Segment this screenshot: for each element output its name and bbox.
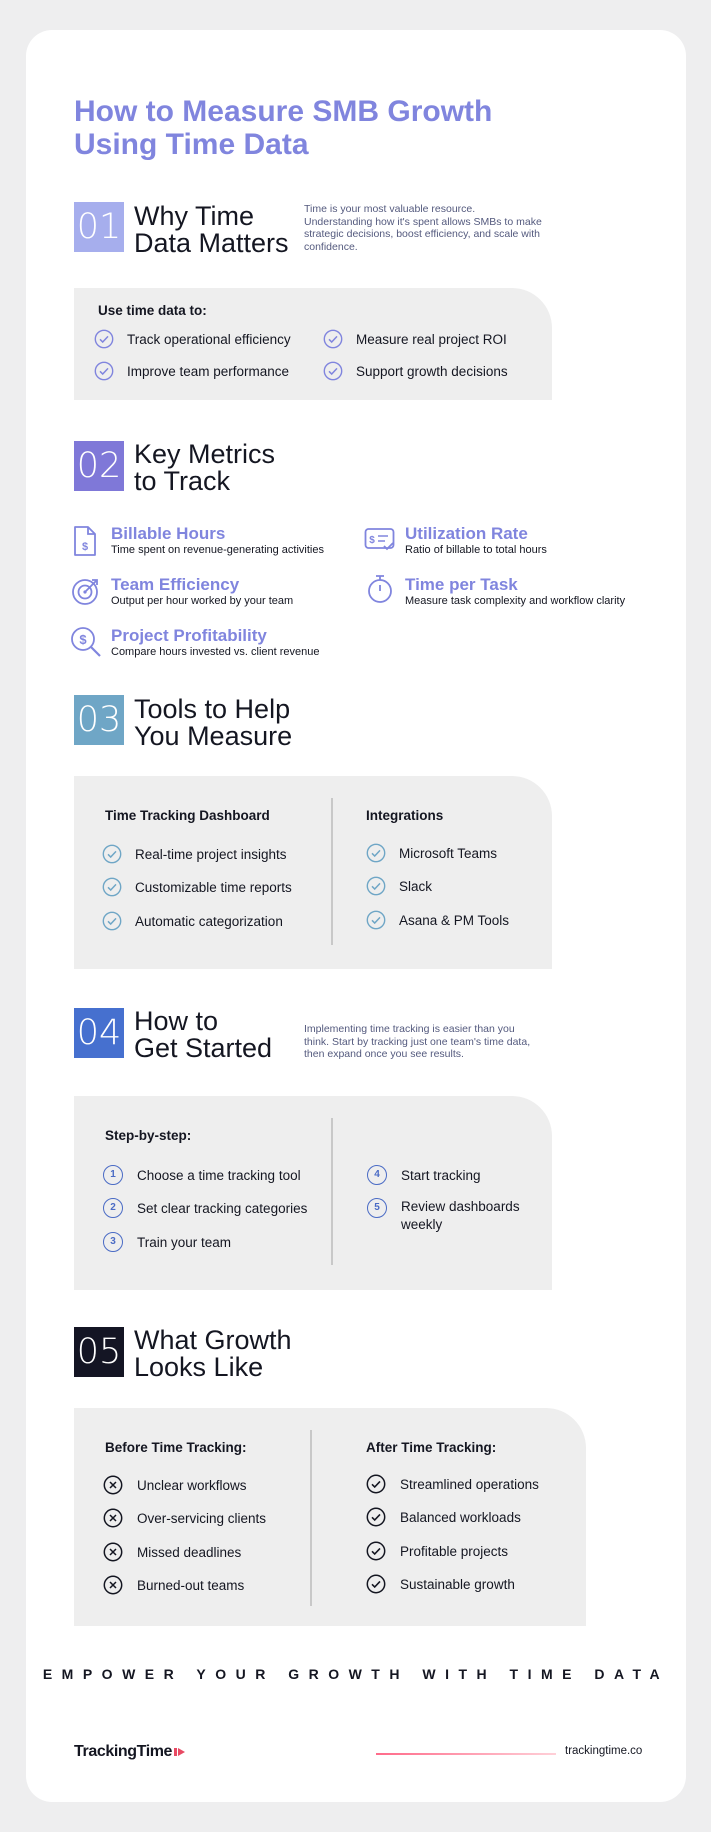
check-circle-icon — [366, 1507, 386, 1527]
check-circle-icon — [102, 877, 122, 897]
svg-text:$: $ — [369, 535, 375, 546]
growth-comparison-panel — [74, 1408, 586, 1626]
stopwatch-icon — [366, 573, 394, 605]
section-title-03 — [134, 696, 292, 750]
step-label: Review dashboards weekly — [401, 1199, 520, 1232]
before-item — [103, 1508, 266, 1528]
tools-panel — [74, 776, 552, 969]
after-item — [366, 1474, 539, 1494]
section-title-04 — [134, 1008, 272, 1062]
step-item — [367, 1198, 531, 1234]
after-item — [366, 1541, 508, 1561]
target-arrow-icon — [71, 576, 101, 606]
section-title-01-line1: Why Time — [134, 201, 255, 231]
section-title-04-line1: How to — [134, 1006, 219, 1036]
metric-project-profitability — [111, 627, 320, 659]
section-number-01: 01 — [74, 202, 124, 252]
panel-divider — [331, 1118, 333, 1265]
section-title-02-line1: Key Metrics — [134, 439, 276, 469]
section-number-04: 04 — [74, 1008, 124, 1058]
step-number-badge: 4 — [367, 1165, 387, 1185]
list-item-label: Automatic categorization — [135, 913, 283, 929]
list-item — [102, 844, 287, 864]
after-item-label: Balanced workloads — [400, 1509, 521, 1525]
section-title-03-line2: You Measure — [134, 721, 293, 751]
step-number-badge: 1 — [103, 1165, 123, 1185]
check-circle-icon — [94, 361, 114, 381]
metric-description: Output per hour worked by your team — [111, 595, 294, 607]
list-item — [323, 361, 508, 381]
section-number-02: 02 — [74, 441, 124, 491]
metric-description: Measure task complexity and workflow clarity — [405, 595, 626, 607]
metric-title: Team Efficiency — [111, 575, 240, 594]
metric-title: Utilization Rate — [405, 524, 528, 543]
logo-wordmark: TrackingTime — [74, 1743, 173, 1760]
page-title: How to Measure SMB Growth Using Time Data — [74, 95, 493, 161]
section-blurb-04: Implementing time tracking is easier than you think. Start by tracking just one team's time data, then expand once you see results. — [304, 1023, 531, 1060]
check-circle-icon — [94, 329, 114, 349]
check-circle-icon — [366, 1541, 386, 1561]
list-item — [323, 329, 507, 349]
integrations-heading: Integrations — [366, 808, 444, 823]
metric-time-per-task — [405, 576, 625, 608]
section-title-01 — [134, 203, 289, 257]
footer-tagline: EMPOWER YOUR GROWTH WITH TIME DATA — [42, 1666, 670, 1682]
trackingtime-logo — [74, 1743, 186, 1761]
svg-text:$: $ — [79, 632, 87, 647]
section-title-05 — [134, 1327, 292, 1381]
panel-divider — [310, 1430, 312, 1606]
metric-title: Project Profitability — [111, 626, 267, 645]
metric-description: Time spent on revenue-generating activities — [111, 544, 324, 556]
before-item-label: Over-servicing clients — [137, 1510, 267, 1526]
section-title-05-line1: What Growth — [134, 1325, 292, 1355]
before-item-label: Burned-out teams — [137, 1577, 245, 1593]
list-item — [366, 843, 497, 863]
after-heading: After Time Tracking: — [366, 1440, 497, 1455]
check-circle-icon — [366, 910, 386, 930]
before-heading: Before Time Tracking: — [105, 1440, 247, 1455]
list-item-label: Track operational efficiency — [127, 331, 291, 347]
after-item — [366, 1574, 515, 1594]
footer-divider-line — [376, 1753, 556, 1755]
check-circle-icon — [366, 843, 386, 863]
section-number-05: 05 — [74, 1327, 124, 1377]
metric-team-efficiency — [111, 576, 293, 608]
check-circle-icon — [102, 844, 122, 864]
dashboard-heading: Time Tracking Dashboard — [105, 808, 270, 823]
list-item-label: Measure real project ROI — [356, 331, 507, 347]
step-label: Set clear tracking categories — [137, 1200, 308, 1216]
list-item — [102, 877, 292, 897]
step-item — [103, 1232, 231, 1252]
list-item — [366, 910, 509, 930]
footer-url-link[interactable]: trackingtime.co — [565, 1745, 643, 1757]
check-circle-icon — [323, 361, 343, 381]
metric-billable-hours — [111, 525, 324, 557]
panel-heading: Use time data to: — [98, 303, 207, 318]
panel-heading: Step-by-step: — [105, 1128, 192, 1143]
section-title-05-line2: Looks Like — [134, 1352, 264, 1382]
check-signature-icon — [364, 527, 396, 553]
step-by-step-panel — [74, 1096, 552, 1290]
check-circle-icon — [366, 1574, 386, 1594]
list-item — [102, 911, 283, 931]
after-item-label: Streamlined operations — [400, 1476, 539, 1492]
dollar-magnifier-icon — [70, 626, 102, 658]
step-label: Start tracking — [401, 1167, 481, 1183]
metric-title: Billable Hours — [111, 524, 226, 543]
metric-description: Ratio of billable to total hours — [405, 544, 547, 556]
section-title-03-line1: Tools to Help — [134, 694, 291, 724]
metric-utilization-rate — [405, 525, 547, 557]
step-label: Train your team — [137, 1234, 232, 1250]
check-circle-icon — [366, 1474, 386, 1494]
section-title-01-line2: Data Matters — [134, 228, 289, 258]
list-item — [366, 876, 432, 896]
after-item — [366, 1507, 521, 1527]
check-circle-icon — [102, 911, 122, 931]
panel-divider — [331, 798, 333, 945]
list-item-label: Customizable time reports — [135, 879, 292, 895]
step-number-badge: 2 — [103, 1198, 123, 1218]
before-item-label: Missed deadlines — [137, 1544, 242, 1560]
section-title-04-line2: Get Started — [134, 1033, 273, 1063]
x-circle-icon — [103, 1575, 123, 1595]
use-time-data-panel — [74, 288, 552, 400]
list-item-label: Real-time project insights — [135, 846, 287, 862]
metric-description: Compare hours invested vs. client revenue — [111, 646, 320, 658]
list-item-label: Improve team performance — [127, 363, 290, 379]
metric-title: Time per Task — [405, 575, 518, 594]
step-item — [103, 1165, 301, 1185]
after-item-label: Profitable projects — [400, 1543, 509, 1559]
list-item — [94, 361, 289, 381]
step-number-badge: 3 — [103, 1232, 123, 1252]
section-title-02 — [134, 441, 275, 495]
step-label: Choose a time tracking tool — [137, 1167, 301, 1183]
list-item-label: Support growth decisions — [356, 363, 508, 379]
after-item-label: Sustainable growth — [400, 1576, 515, 1592]
step-item — [103, 1198, 307, 1218]
list-item-label: Asana & PM Tools — [399, 912, 510, 928]
x-circle-icon — [103, 1475, 123, 1495]
x-circle-icon — [103, 1542, 123, 1562]
play-arrow-logo-icon — [174, 1747, 186, 1757]
before-item — [103, 1542, 241, 1562]
before-item-label: Unclear workflows — [137, 1477, 247, 1493]
section-blurb-01: Time is your most valuable resource. Understanding how it's spent allows SMBs to make strategic decisions, boost efficiency, and scale with confidence. — [304, 203, 542, 253]
step-number-badge: 5 — [367, 1198, 387, 1218]
check-circle-icon — [366, 876, 386, 896]
list-item-label: Microsoft Teams — [399, 845, 498, 861]
x-circle-icon — [103, 1508, 123, 1528]
step-item — [367, 1165, 481, 1185]
list-item — [94, 329, 291, 349]
list-item-label: Slack — [399, 878, 433, 894]
svg-text:$: $ — [81, 541, 89, 553]
invoice-dollar-icon — [72, 525, 98, 557]
check-circle-icon — [323, 329, 343, 349]
before-item — [103, 1575, 244, 1595]
section-title-02-line2: to Track — [134, 466, 231, 496]
before-item — [103, 1475, 247, 1495]
section-number-03: 03 — [74, 695, 124, 745]
